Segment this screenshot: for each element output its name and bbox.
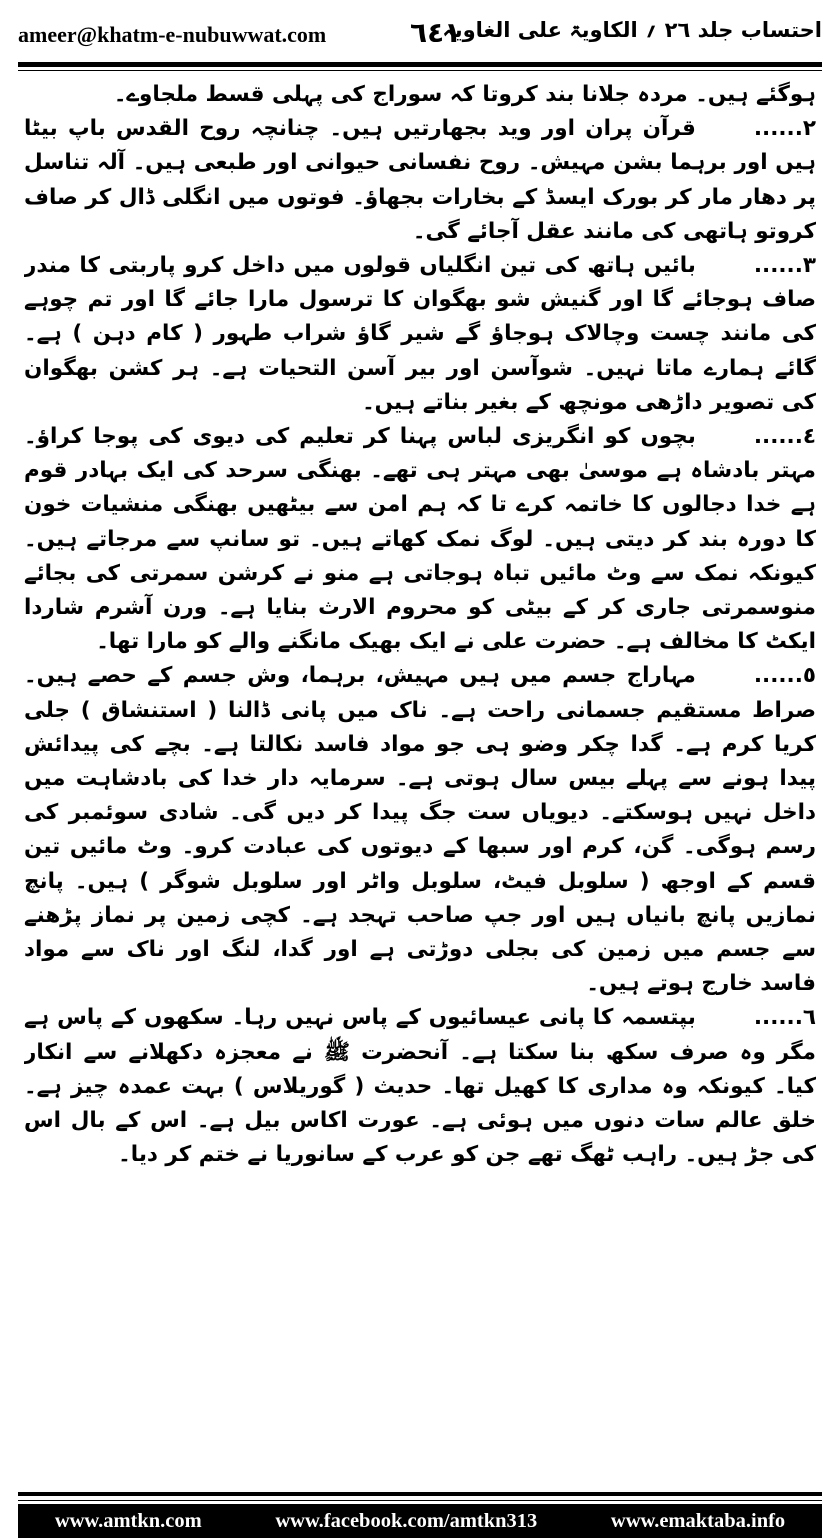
paragraph bbox=[24, 1001, 816, 1172]
paragraph-text: بائیں ہاتھ کی تین انگلیاں قولوں میں داخل کرو پاربتی کا مندر صاف ہوجائے گا اور گنیش شو بھگوان کا ترسول مارا جائے گا اور تم چوہے کی مانند چست وچالاک ہوجاؤ گے شیر گاؤ شراب طہور ( کام دہن ) ہے۔ گائے ہمارے ماتا نہیں۔ شوآسن اور بیر آسن التحیات ہے۔ ہر کشن بھگوان کی تصویر داڑھی مونچھ کے بغیر بناتے ہیں۔ bbox=[24, 253, 816, 415]
paragraph-number: ٤...... bbox=[753, 424, 816, 450]
paragraph-text: مہاراج جسم میں ہیں مہیش، برہما، وش جسم کے حصے ہیں۔ صراط مستقیم جسمانی راحت ہے۔ ناک میں پانی ڈالنا ( استنشاق ) جلی کریا کرم ہے۔ گدا چکر وضو ہی جو مواد فاسد نکالتا ہے۔ بچے کی پیدائش پیدا ہونے سے پہلے بیس سال ہوتی ہے۔ سرمایہ دار خدا کی بادشاہت میں داخل نہیں ہوسکتے۔ دیویاں ست جگ پیدا کر دیں گی۔ شادی سوئمبر کی رسم ہوگی۔ گن، کرم اور سبھا کے دیوتوں کی عبادت کرو۔ وٹ مائیں تین قسم کے اوجھ ( سلوبل فیٹ، سلوبل واٹر اور سلوبل شوگر ) ہیں۔ پانچ نمازیں پانچ بانیاں ہیں اور جپ صاحب تہجد ہے۔ کچی زمین پر نماز پڑھنے سے جسم میں زمین کی بجلی دوڑتی ہے اور گدا، لنگ اور ناک سے مواد فاسد خارج ہوتے ہیں۔ bbox=[24, 663, 816, 997]
paragraph bbox=[24, 249, 816, 420]
page-content bbox=[24, 78, 816, 1470]
page-header bbox=[18, 14, 822, 58]
paragraph bbox=[24, 78, 816, 112]
paragraph bbox=[24, 420, 816, 659]
footer-link-amtkn[interactable]: www.amtkn.com bbox=[54, 1509, 202, 1532]
paragraph-text: بچوں کو انگریزی لباس پہنا کر تعلیم کی دیوی کی پوجا کراؤ۔ مہتر بادشاہ ہے موسیٰ بھی مہتر ہی تھے۔ بھنگی سرحد کی ایک بہادر قوم ہے خدا دجالوں کا خاتمہ کرے تا کہ ہم امن سے بیٹھیں بھنگی منشیات خون کا دورہ بند کر دیتی ہیں۔ لوگ نمک کھاتے ہیں۔ تو سانپ سے مرجاتے ہیں۔ کیونکہ نمک سے وٹ مائیں تباہ ہوجاتی ہے منو نے کرشن سمرتی کی بجائے منوسمرتی جاری کر کے بیٹی کو محروم الارث بنایا ہے۔ ورن آشرم شاردا ایکٹ کا مخالف ہے۔ حضرت علی نے ایک بھیک مانگنے والے کو مارا تھا۔ bbox=[24, 424, 816, 655]
header-rule-thin bbox=[18, 70, 822, 71]
paragraph-text: ہوگئے ہیں۔ مردہ جلانا بند کروتا کہ سوراج کی پہلی قسط ملجاوے۔ bbox=[113, 82, 816, 107]
paragraph-number: ٣...... bbox=[753, 253, 816, 279]
paragraph-number: ٦...... bbox=[753, 1005, 816, 1031]
header-rule bbox=[18, 62, 822, 67]
paragraph-text: قرآن پران اور وید بجھارتیں ہیں۔ چنانچہ روح القدس باپ بیٹا ہیں اور برہما بشن مہیش۔ روح نفسانی حیوانی اور طبعی ہیں۔ آلہ تناسل پر دھار مار کر بورک ایسڈ کے بخارات بجھاؤ۔ فوتوں میں انگلی ڈال کر صاف کروتو ہاتھی کی مانند عقل آجائے گی۔ bbox=[24, 116, 816, 244]
paragraph-number: ٥...... bbox=[753, 663, 816, 689]
footer-link-emaktaba[interactable]: www.emaktaba.info bbox=[610, 1509, 786, 1532]
header-email: ameer@khatm-e-nubuwwat.com bbox=[18, 22, 327, 47]
paragraph bbox=[24, 659, 816, 1001]
paragraph-number: ٢...... bbox=[753, 116, 816, 142]
footer-rule-thin bbox=[18, 1500, 822, 1501]
page-number: ٦٤١ bbox=[410, 16, 462, 49]
footer-link-facebook[interactable]: www.facebook.com/amtkn313 bbox=[275, 1509, 538, 1532]
book-title: احتساب جلد ٢٦ ؍ الکاویۃ علی الغاویہ bbox=[442, 18, 822, 42]
paragraph bbox=[24, 112, 816, 249]
footer-rule bbox=[18, 1492, 822, 1496]
page-footer bbox=[18, 1504, 822, 1538]
paragraph-text: بپتسمہ کا پانی عیسائیوں کے پاس نہیں رہا۔ سکھوں کے پاس ہے مگر وہ صرف سکھ بنا سکتا ہے۔ آنحضرت ﷺ نے معجزہ دکھلانے سے انکار کیا۔ کیونکہ وہ مداری کا کھیل تھا۔ حدیث ( گوریلاس ) بہت عمدہ چیز ہے۔ خلق عالم سات دنوں میں ہوئی ہے۔ عورت اکاس بیل ہے۔ اس کے بال اس کی جڑ ہیں۔ راہب ٹھگ تھے جن کو عرب کے سانوریا نے ختم کر دیا۔ bbox=[24, 1005, 816, 1168]
